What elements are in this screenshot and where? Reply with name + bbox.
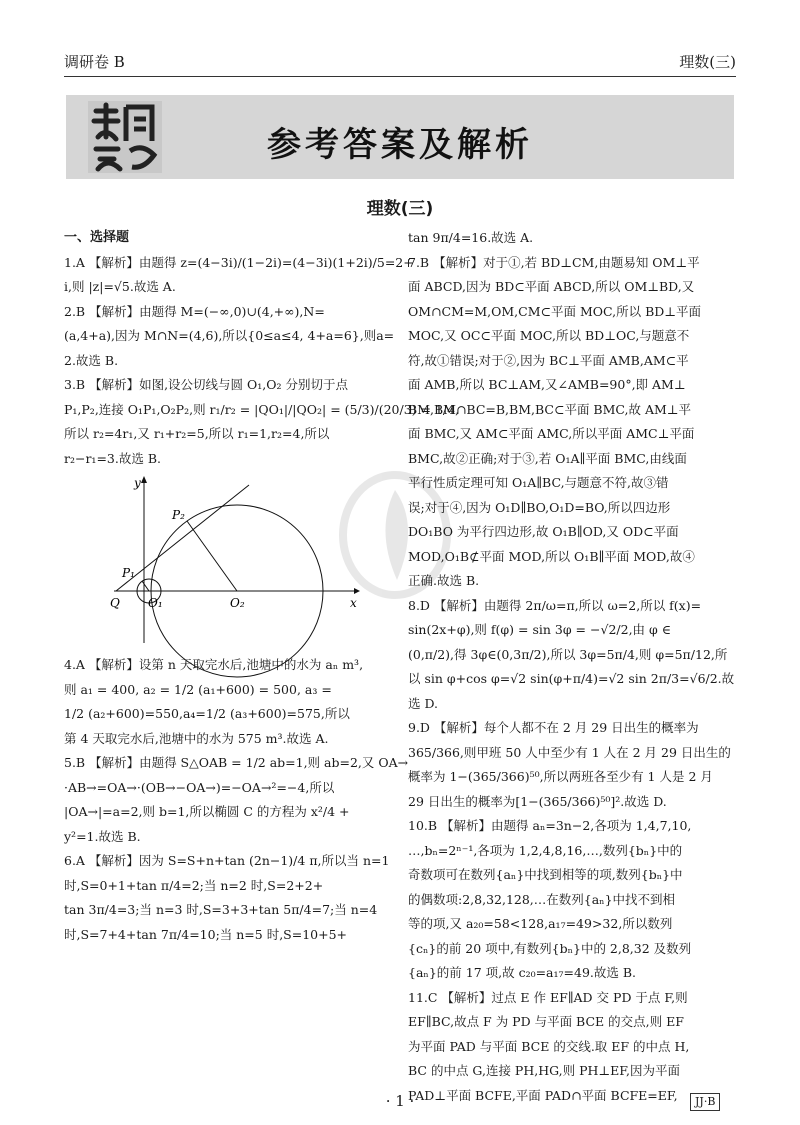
subject-title: 理数(三) (366, 199, 434, 219)
text-line: {aₙ}的前 17 项,故 c₂₀=a₁₇=49.故选 B. (408, 965, 637, 980)
text-line: 为平面 PAD 与平面 BCE 的交线.取 EF 的中点 H, (408, 1038, 690, 1054)
paper-code: JJ·B (690, 1093, 720, 1111)
text-line: 第 4 天取完水后,池塘中的水为 575 m³.故选 A. (64, 730, 329, 746)
text-line: 5.B 【解析】由题得 S△OAB = 1/2 ab=1,则 ab=2,又 OA→ (64, 755, 409, 770)
label-y: y (134, 476, 141, 490)
page-header (64, 42, 736, 77)
x-axis-arrow-icon (354, 588, 360, 594)
text-line: 7.B 【解析】对于①,若 BD⊥CM,由题易知 OM⊥平 (408, 254, 700, 270)
text-line: MOD,O₁B⊄平面 MOD,所以 O₁B∥平面 MOD,故④ (408, 548, 695, 564)
text-line: 面 ABCD,因为 BD⊂平面 ABCD,所以 OM⊥BD,又 (408, 279, 695, 294)
circles-figure (104, 473, 364, 653)
text-line: sin(2x+φ),则 f(φ) = sin 3φ = −√2/2,由 φ ∈ (408, 622, 671, 637)
answer-list-right (408, 226, 740, 1108)
answer-list-left-top (64, 251, 460, 472)
text-line: 则 a₁ = 400, a₂ = 1/2 (a₁+600) = 500, a₃ = (64, 681, 332, 697)
text-line: PAD⊥平面 BCFE,平面 PAD∩平面 BCFE=EF, (408, 1087, 678, 1103)
text-line: (a,4+a),因为 M∩N=(4,6),所以{0≤a≤4, 4+a=6},则a= (64, 328, 395, 343)
text-line: 以 sin φ+cos φ=√2 sin(φ+π/4)=√2 sin 2π/3=√6/2.故 (408, 671, 735, 686)
header-left: 调研卷 B (64, 53, 125, 71)
text-line: 面 AMB,所以 BC⊥AM,又∠AMB=90°,即 AM⊥ (408, 377, 686, 392)
text-line: 的偶数项:2,8,32,128,…在数列{aₙ}中找不到相 (408, 891, 676, 907)
text-line: 误;对于④,因为 O₁D∥BO,O₁D=BO,所以四边形 (408, 499, 671, 515)
text-line: 365/366,则甲班 50 人中至少有 1 人在 2 月 29 日出生的 (408, 744, 731, 760)
text-line: EF∥BC,故点 F 为 PD 与平面 BCE 的交点,则 EF (408, 1014, 684, 1029)
text-line: 29 日出生的概率为[1−(365/366)⁵⁰]².故选 D. (408, 793, 667, 809)
right-column (408, 226, 740, 1108)
radius-o2p2 (187, 521, 237, 591)
text-line: tan 3π/4=3;当 n=3 时,S=3+3+tan 5π/4=7;当 n=4 (64, 902, 378, 917)
text-line: (0,π/2),得 3φ∈(0,3π/2),所以 3φ=5π/4,则 φ=5π/12,所 (408, 646, 728, 662)
text-line: 4.A 【解析】设第 n 天取完水后,池塘中的水为 aₙ m³, (64, 657, 364, 672)
y-axis-arrow-icon (141, 476, 147, 483)
text-line: 选 D. (408, 695, 439, 711)
text-line: BC 的中点 G,连接 PH,HG,则 PH⊥EF,因为平面 (408, 1063, 680, 1078)
text-line: 1/2 (a₂+600)=550,a₄=1/2 (a₃+600)=575,所以 (64, 706, 350, 721)
text-line: 时,S=0+1+tan π/4=2;当 n=2 时,S=2+2+ (64, 877, 324, 893)
title-banner (66, 95, 734, 179)
text-line: …,bₙ=2ⁿ⁻¹,各项为 1,2,4,8,16,…,数列{bₙ}中的 (408, 842, 683, 858)
text-line: 概率为 1−(365/366)⁵⁰,所以两班各至少有 1 人是 2 月 (408, 769, 713, 784)
text-line: 正确.故选 B. (408, 573, 480, 588)
answer-list-left-bottom (64, 653, 409, 947)
label-q: Q (110, 596, 120, 610)
banner-title: 参考答案及解析 (267, 125, 533, 165)
text-line: |OA→|=a=2,则 b=1,所以椭圆 C 的方程为 x²/4 + (64, 804, 350, 819)
text-line: OM∩CM=M,OM,CM⊂平面 MOC,所以 BD⊥平面 (408, 303, 702, 319)
text-line: BMC,故②正确;对于③,若 O₁A∥平面 BMC,由线面 (408, 450, 687, 466)
text-line: 10.B 【解析】由题得 aₙ=3n−2,各项为 1,4,7,10, (408, 818, 692, 833)
text-line: 8.D 【解析】由题得 2π/ω=π,所以 ω=2,所以 f(x)= (408, 597, 702, 613)
text-line: 1.A 【解析】由题得 z=(4−3i)/(1−2i)=(4−3i)(1+2i)/5=2+ (64, 254, 414, 270)
text-line: 2.故选 B. (64, 352, 119, 368)
text-line: MOC,又 OC⊂平面 MOC,所以 BD⊥OC,与题意不 (408, 328, 690, 343)
text-line: 平行性质定理可知 O₁A∥BC,与题意不符,故③错 (408, 475, 669, 490)
text-line: 符,故①错误;对于②,因为 BC⊥平面 AMB,AM⊂平 (408, 352, 689, 368)
text-line: 6.A 【解析】因为 S=S+n+tan (2n−1)/4 π,所以当 n=1 (64, 853, 390, 868)
text-line: {cₙ}的前 20 项中,有数列{bₙ}中的 2,8,32 及数列 (408, 940, 692, 956)
text-line: 面 BMC,又 AM⊂平面 AMC,所以平面 AMC⊥平面 (408, 426, 695, 441)
text-line: 时,S=7+4+tan 7π/4=10;当 n=5 时,S=10+5+ (64, 926, 348, 942)
label-o1: O₁ (148, 596, 163, 610)
page-number: · 1 · (385, 1092, 415, 1110)
text-line: 2.B 【解析】由题得 M=(−∞,0)∪(4,+∞),N= (64, 303, 325, 319)
radius-o1p1 (142, 581, 149, 591)
label-p2: P₂ (172, 508, 185, 522)
text-line: 所以 r₂=4r₁,又 r₁+r₂=5,所以 r₁=1,r₂=4,所以 (64, 426, 330, 441)
text-line: 3.B 【解析】如图,设公切线与圆 O₁,O₂ 分别切于点 (64, 377, 348, 392)
header-right: 理数(三) (679, 53, 736, 71)
label-x: x (350, 596, 357, 610)
label-p1: P₁ (122, 566, 135, 580)
text-line: r₂−r₁=3.故选 B. (64, 450, 161, 466)
text-line: 11.C 【解析】过点 E 作 EF∥AD 交 PD 于点 F,则 (408, 989, 688, 1005)
common-tangent (116, 485, 249, 591)
text-line: i,则 |z|=√5.故选 A. (64, 279, 176, 294)
text-line: tan 9π/4=16.故选 A. (408, 230, 534, 245)
label-o2: O₂ (230, 596, 245, 610)
text-line: 等的项,又 a₂₀=58<128,a₁₇=49>32,所以数列 (408, 916, 673, 931)
text-line: 9.D 【解析】每个人都不在 2 月 29 日出生的概率为 (408, 720, 699, 735)
section-heading: 一、选择题 (64, 230, 130, 245)
text-line: 奇数项可在数列{aₙ}中找到相等的项,数列{bₙ}中 (408, 867, 683, 882)
text-line: ·AB→=OA→·(OB→−OA→)=−OA→²=−4,所以 (64, 779, 335, 795)
text-line: P₁,P₂,连接 O₁P₁,O₂P₂,则 r₁/r₂ = |QO₁|/|QO₂| = (5/3)/(20/3) = 1/4, (64, 401, 460, 417)
text-line: BM,BM∩BC=B,BM,BC⊂平面 BMC,故 AM⊥平 (408, 401, 692, 417)
text-line: y²=1.故选 B. (64, 828, 141, 844)
text-line: DO₁BO 为平行四边形,故 O₁B∥OD,又 OD⊂平面 (408, 524, 679, 539)
